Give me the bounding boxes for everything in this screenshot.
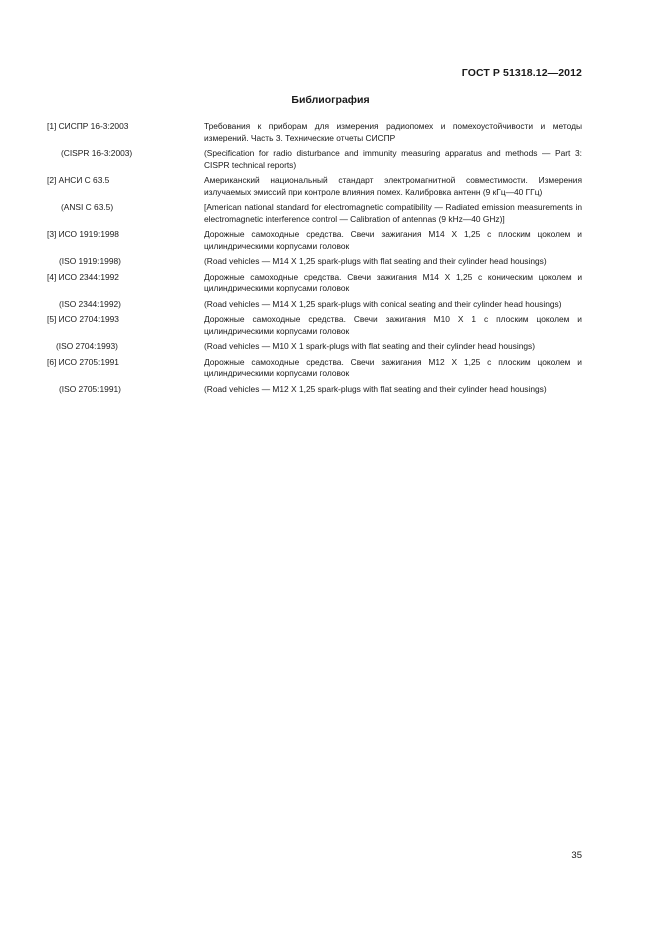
bibliography-entry [47, 229, 582, 252]
entry-reference: (ISO 2705:1991) [59, 383, 121, 394]
bibliography-entry [47, 148, 582, 171]
bibliography-entry [47, 341, 582, 353]
bibliography-list [47, 121, 582, 399]
bibliography-entry [47, 272, 582, 295]
entry-reference: [1] СИСПР 16-3:2003 [47, 121, 129, 131]
bibliography-entry [47, 175, 582, 198]
bibliography-entry [47, 384, 582, 396]
entry-reference: [3] ИСО 1919:1998 [47, 229, 119, 239]
entry-reference: [2] АНСИ С 63.5 [47, 175, 110, 185]
bibliography-entry [47, 256, 582, 268]
entry-title: (Road vehicles — M12 X 1,25 spark-plugs with flat seating and their cylinder head housings) [204, 383, 547, 394]
bibliography-entry [47, 299, 582, 311]
entry-reference: (ISO 1919:1998) [59, 256, 121, 266]
entry-reference: [4] ИСО 2344:1992 [47, 271, 119, 282]
document-code: ГОСТ Р 51318.12—2012 [461, 67, 582, 79]
bibliography-entry [47, 314, 582, 337]
entry-title: Требования к приборам для измерения радиопомех и помехоустойчивости и методы измерений. Часть 3. Технические отчеты СИСПР [204, 121, 582, 143]
entry-reference: [5] ИСО 2704:1993 [47, 314, 119, 324]
bibliography-title: Библиография [291, 94, 370, 106]
entry-reference: (CISPR 16-3:2003) [61, 148, 133, 158]
entry-reference: [6] ИСО 2705:1991 [47, 356, 119, 367]
bibliography-entry [47, 357, 582, 380]
entry-reference: (ANSI C 63.5) [61, 202, 114, 212]
entry-title: Дорожные самоходные средства. Свечи зажигания M14 X 1,25 с плоским цоколем и цилиндрическими корпусами головок [204, 229, 582, 251]
entry-title: Дорожные самоходные средства. Свечи зажигания M14 X 1,25 с коническим цоколем и цилиндрическими корпусами головок [204, 271, 582, 293]
page-number: 35 [571, 850, 582, 861]
entry-title: Американский национальный стандарт электромагнитной совместимости. Измерения излучаемых эмиссий при контроле влияния помех. Калибровка антенн (9 кГц—40 ГГц) [204, 175, 582, 197]
entry-title: [American national standard for electromagnetic compatibility — Radiated emission measurements in electromagnetic interference control — Calibration of antennas (9 kHz—40 GHz)] [204, 202, 582, 224]
entry-reference: (ISO 2344:1992) [59, 298, 121, 309]
entry-title: (Specification for radio disturbance and immunity measuring apparatus and methods — Part 3: CISPR technical reports) [204, 148, 582, 170]
entry-title: (Road vehicles — M14 X 1,25 spark-plugs with conical seating and their cylinder head housings) [204, 298, 562, 309]
entry-reference: (ISO 2704:1993) [56, 341, 118, 351]
entry-title: Дорожные самоходные средства. Свечи зажигания M12 X 1,25 с плоским цоколем и цилиндрическими корпусами головок [204, 356, 582, 378]
entry-title: (Road vehicles — M10 X 1 spark-plugs with flat seating and their cylinder head housings) [204, 341, 535, 351]
entry-title: (Road vehicles — M14 X 1,25 spark-plugs with flat seating and their cylinder head housings) [204, 256, 547, 266]
bibliography-entry [47, 121, 582, 144]
entry-title: Дорожные самоходные средства. Свечи зажигания M10 X 1 с плоским цоколем и цилиндрическими корпусами головок [204, 314, 582, 336]
bibliography-entry [47, 202, 582, 225]
